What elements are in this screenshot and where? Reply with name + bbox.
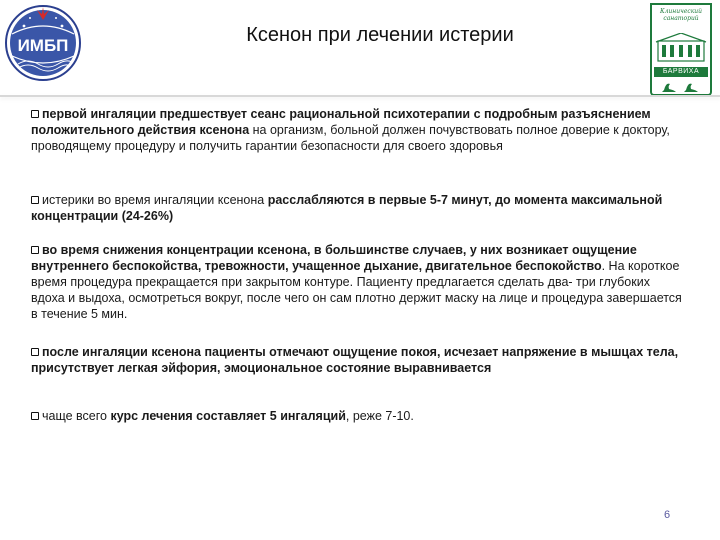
bullet-4-bold-text: после ингаляции ксенона пациенты отмечают ощущение покоя, исчезает напряжение в мышцах тела, присутствует легкая эйфория, эмоциональное состояние выравнивается [31, 345, 679, 375]
checkbox-bullet-icon [31, 412, 39, 420]
bullet-5-bold-text: курс лечения составляет 5 ингаляций [110, 409, 346, 423]
bullet-1-bold-text: первой ингаляции предшествует сеанс рациональной психотерапии с подробным разъяснением положительного действия ксенона [31, 107, 651, 137]
bullet-4 [31, 344, 687, 376]
bullet-1-text: на организм, больной должен почувствовать полное доверие к доктору, проводящему процедуру и получить гарантии безопасности для своего здоровья [31, 123, 670, 153]
page-title: Ксенон при лечении истерии [246, 24, 514, 46]
bullet-1 [31, 106, 687, 154]
bullet-2 [31, 192, 687, 224]
bullet-5-text-b: , реже 7-10. [345, 409, 414, 423]
building-icon [652, 33, 710, 63]
checkbox-bullet-icon [31, 348, 39, 356]
bullet-3-bold-text: во время снижения концентрации ксенона, в большинстве случаев, у них возникает ощущение внутреннего беспокойства, тревожности, учащенное дыхание, двигательное беспокойство [31, 243, 637, 273]
barvikha-logo [650, 3, 712, 96]
header-divider [0, 95, 720, 97]
bullet-2-bold-text: расслабляются в первые 5-7 минут, до момента максимальной концентрации (24-26%) [31, 193, 663, 223]
swans-icon [652, 78, 710, 94]
imbp-globe-icon [4, 4, 82, 82]
barvikha-logo-name: БАРВИХА [654, 67, 708, 77]
bullet-5-text-a: чаще всего [42, 409, 111, 423]
checkbox-bullet-icon [31, 246, 39, 254]
barvikha-logo-top-text: Клинический санаторий [659, 8, 703, 22]
checkbox-bullet-icon [31, 110, 39, 118]
bullet-5 [31, 408, 414, 424]
page-number: 6 [664, 509, 671, 521]
bullet-3-text: . На короткое время процедура прекращается при закрытом контуре. Пациенту предлагается сделать два- три глубоких вдоха и выдоха, осмотреться вокруг, после чего он сам плотно держит маску на лице и процедура завершается в течение 5 мин. [31, 259, 682, 321]
imbp-logo-text: ИМБП [17, 36, 69, 55]
checkbox-bullet-icon [31, 196, 39, 204]
imbp-logo [4, 4, 82, 82]
bullet-3 [31, 242, 687, 322]
bullet-2-text: истерики во время ингаляции ксенона [42, 193, 268, 207]
